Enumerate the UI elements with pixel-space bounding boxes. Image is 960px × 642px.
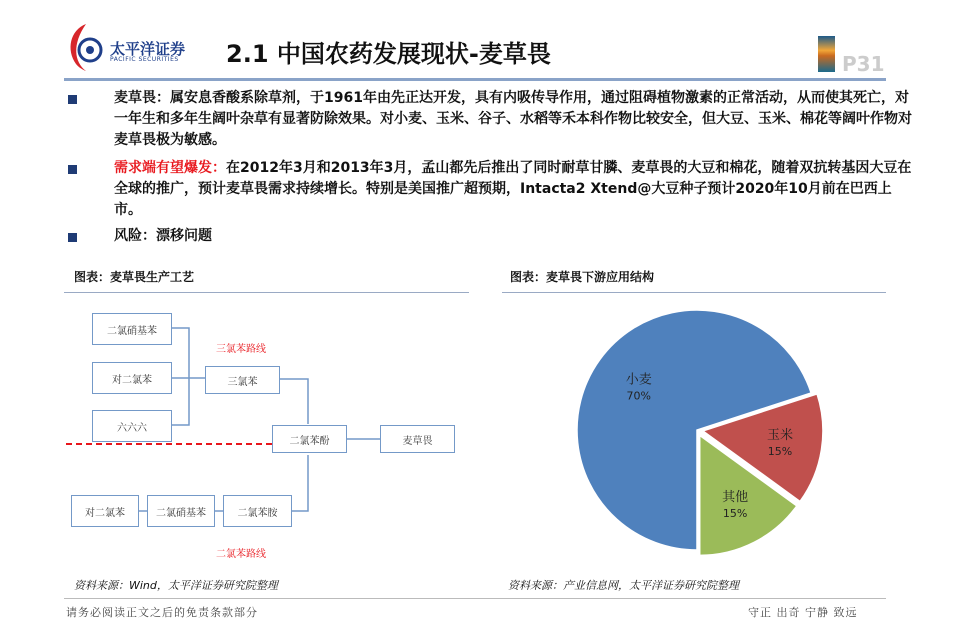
logo-subtext: PACIFIC SECURITIES [110,56,179,63]
footer-disclaimer: 请务必阅读正文之后的免责条款部分 [66,606,258,619]
route-label: 三氯苯路线 [216,344,266,355]
flow-box: 麦草畏 [380,425,455,453]
pie-chart [560,300,840,565]
route-label: 二氯苯路线 [216,549,266,560]
logo-text: 太平洋证券 [110,40,186,58]
flow-box: 对二氯苯 [71,495,139,527]
flow-box: 六六六 [92,410,172,442]
bullet-text: 风险：漂移问题 [114,228,212,244]
flow-box: 二氯硝基苯 [147,495,215,527]
footer-motto: 守正 出奇 宁静 致远 [748,606,858,619]
left-source: 资料来源：Wind，太平洋证券研究院整理 [74,579,278,592]
flow-box: 二氯苯酚 [272,425,347,453]
flow-box: 对二氯苯 [92,362,172,394]
footer-divider [64,598,886,599]
pie-category-label: 小麦 [625,372,652,388]
pie-value-label: 15% [722,506,748,520]
flow-box: 三氯苯 [205,366,280,394]
right-figure-caption: 图表：麦草畏下游应用结构 [510,270,655,284]
pie-category-label: 其他 [722,489,749,505]
bullet-text: 麦草畏：属安息香酸系除草剂，于1961年由先正达开发，具有内吸传导作用，通过阻碍植物激素的正常活动，从而使其死亡，对一年生和多年生阔叶杂草有显著防除效果。对小麦、玉米、谷子、水稻等禾本科作物比较安全，但大豆、玉米、棉花等阔叶作物对麦草畏极为敏感。 [114,90,912,148]
flow-box: 二氯硝基苯 [92,313,172,345]
page-number: P31 [842,52,885,76]
pie-value-label: 15% [767,445,793,459]
pie-category-label: 玉米 [766,428,793,444]
right-source: 资料来源：产业信息网，太平洋证券研究院整理 [508,579,739,592]
bullet-text: 需求端有望爆发：在2012年3月和2013年3月，孟山都先后推出了同时耐草甘膦、麦草畏的大豆和棉花，随着双抗转基因大豆在全球的推广，预计麦草畏需求持续增长。特别是美国推广超预期，Intacta2 Xtend@大豆种子预计2020年10月前在巴西上市。 [114,160,912,218]
page-title: 2.1 中国农药发展现状-麦草畏 [226,40,551,68]
flow-box: 二氯苯胺 [223,495,292,527]
left-figure-caption: 图表：麦草畏生产工艺 [74,270,195,284]
pie-value-label: 70% [626,389,651,403]
